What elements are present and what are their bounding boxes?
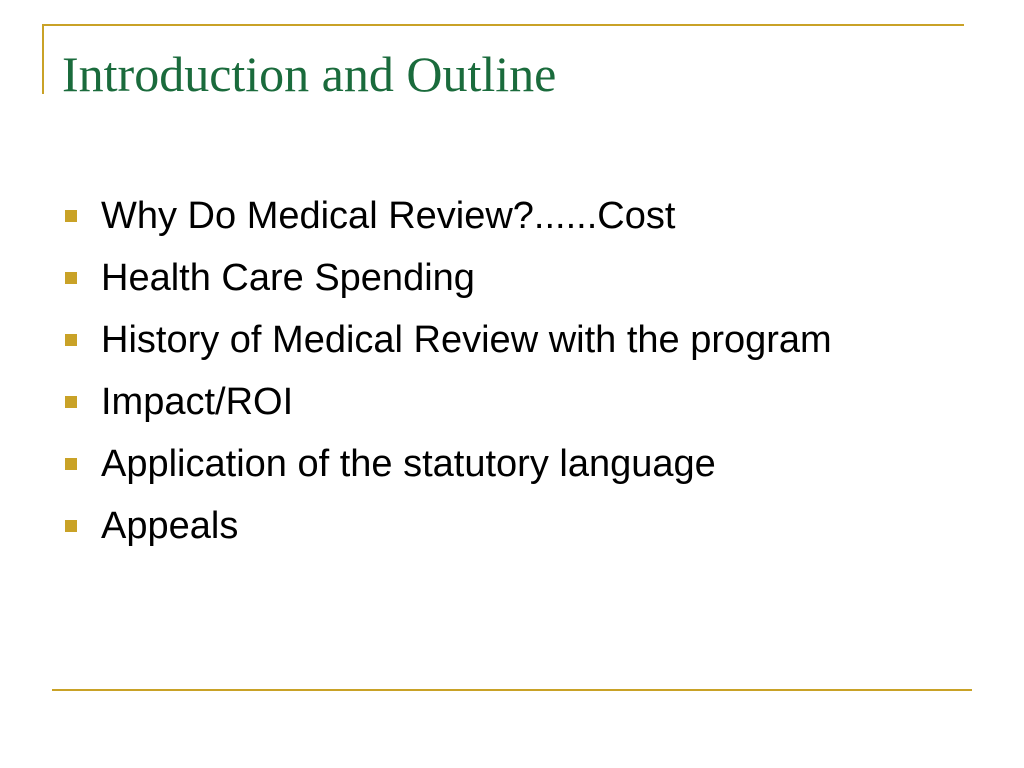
bullet-item	[62, 185, 832, 247]
bullet-text: Appeals	[101, 505, 239, 547]
bullet-item	[62, 309, 832, 371]
square-bullet-icon	[65, 520, 77, 532]
bottom-divider-line	[52, 689, 972, 691]
bullet-item	[62, 371, 832, 433]
left-divider-line	[42, 24, 44, 94]
bullet-item	[62, 247, 832, 309]
slide-title: Introduction and Outline	[62, 46, 557, 102]
square-bullet-icon	[65, 396, 77, 408]
bullet-text: Why Do Medical Review?......Cost	[101, 195, 676, 237]
square-bullet-icon	[65, 334, 77, 346]
square-bullet-icon	[65, 210, 77, 222]
bullet-text: Health Care Spending	[101, 257, 475, 299]
bullet-item	[62, 433, 832, 495]
bullet-list	[62, 185, 832, 557]
bullet-text: Application of the statutory language	[101, 443, 716, 485]
bullet-text: History of Medical Review with the program	[101, 319, 832, 361]
top-divider-line	[42, 24, 964, 26]
square-bullet-icon	[65, 272, 77, 284]
bullet-item	[62, 495, 832, 557]
bullet-text: Impact/ROI	[101, 381, 294, 423]
square-bullet-icon	[65, 458, 77, 470]
